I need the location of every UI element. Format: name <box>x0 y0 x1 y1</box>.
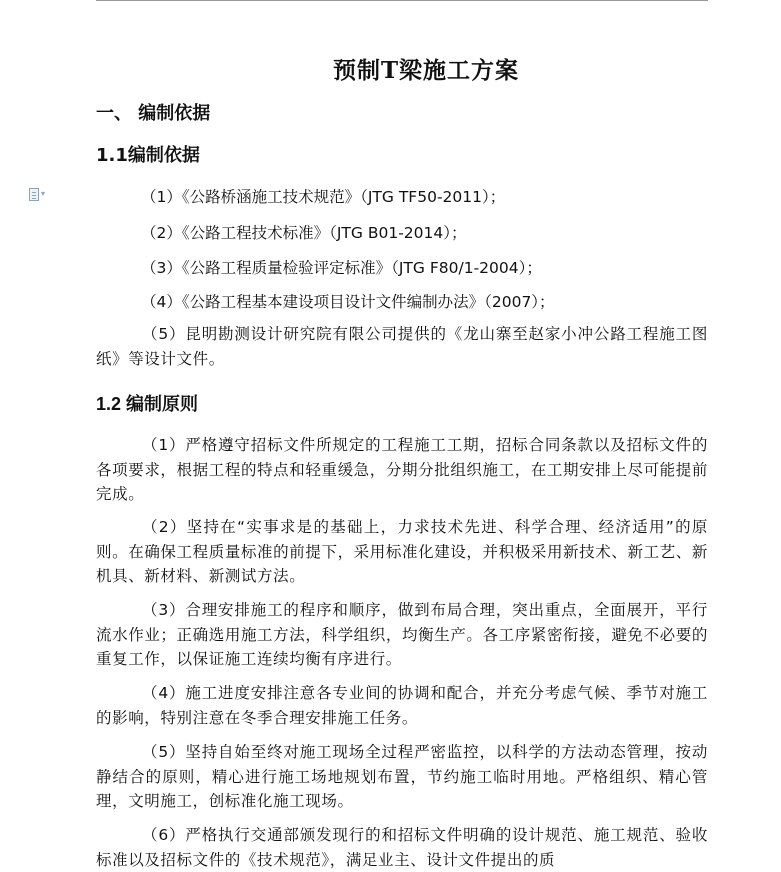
subsection-heading-1-2: 1.2 编制原则 <box>96 394 199 414</box>
principle-paragraph: （4）施工进度安排注意各专业间的协调和配合，并充分考虑气候、季节对施工的影响，特别注意在冬季合理安排施工任务。 <box>96 684 708 727</box>
principle-paragraph: （2）坚持在“实事求是的基础上，力求技术先进、科学合理、经济适用”的原则。在确保工程质量标准的前提下，采用标准化建设，并积极采用新技术、新工艺、新机具、新材料、新测试方法。 <box>96 518 708 585</box>
subsection-heading-1-1: 1.1编制依据 <box>96 145 200 166</box>
principle-paragraph: （6）严格执行交通部颁发现行的和招标文件明确的设计规范、施工规范、验收标准以及招标文件的《技术规范》，满足业主、设计文件提出的质 <box>96 826 708 869</box>
document-title: 预制T梁施工方案 <box>332 57 520 84</box>
reference-item: （5）昆明勘测设计研究院有限公司提供的《龙山寨至赵家小冲公路工程施工图纸》等设计文件。 <box>96 325 708 368</box>
principle-paragraph: （3）合理安排施工的程序和顺序，做到布局合理，突出重点，全面展开，平行流水作业；正确选用施工方法，科学组织，均衡生产。各工序紧密衔接，避免不必要的重复工作，以保证施工连续均衡有序进行。 <box>96 601 708 668</box>
principle-paragraph: （1）严格遵守招标文件所规定的工程施工工期，招标合同条款以及招标文件的各项要求，根据工程的特点和轻重缓急，分期分批组织施工，在工期安排上尽可能提前完成。 <box>96 436 708 503</box>
principle-paragraph: （5）坚持自始至终对施工现场全过程严密监控，以科学的方法动态管理，按动静结合的原则，精心进行施工场地规划布置，节约施工临时用地。严格组织、精心管理，文明施工，创标准化施工现场。 <box>96 743 708 810</box>
reference-item: （1）《公路桥涵施工技术规范》（JTG TF50-2011）； <box>141 188 506 206</box>
document-icon <box>29 188 39 201</box>
page-top-border <box>96 0 708 1</box>
reference-item: （2）《公路工程技术标准》（JTG B01-2014）； <box>141 224 467 242</box>
section-heading-1: 一、 编制依据 <box>96 103 211 124</box>
reference-item: （4）《公路工程基本建设项目设计文件编制办法》（2007）； <box>141 293 555 311</box>
paragraph-options-button[interactable] <box>29 186 57 202</box>
reference-item: （3）《公路工程质量检验评定标准》（JTG F80/1-2004）； <box>141 259 542 277</box>
caret-down-icon: ▾ <box>41 189 46 198</box>
